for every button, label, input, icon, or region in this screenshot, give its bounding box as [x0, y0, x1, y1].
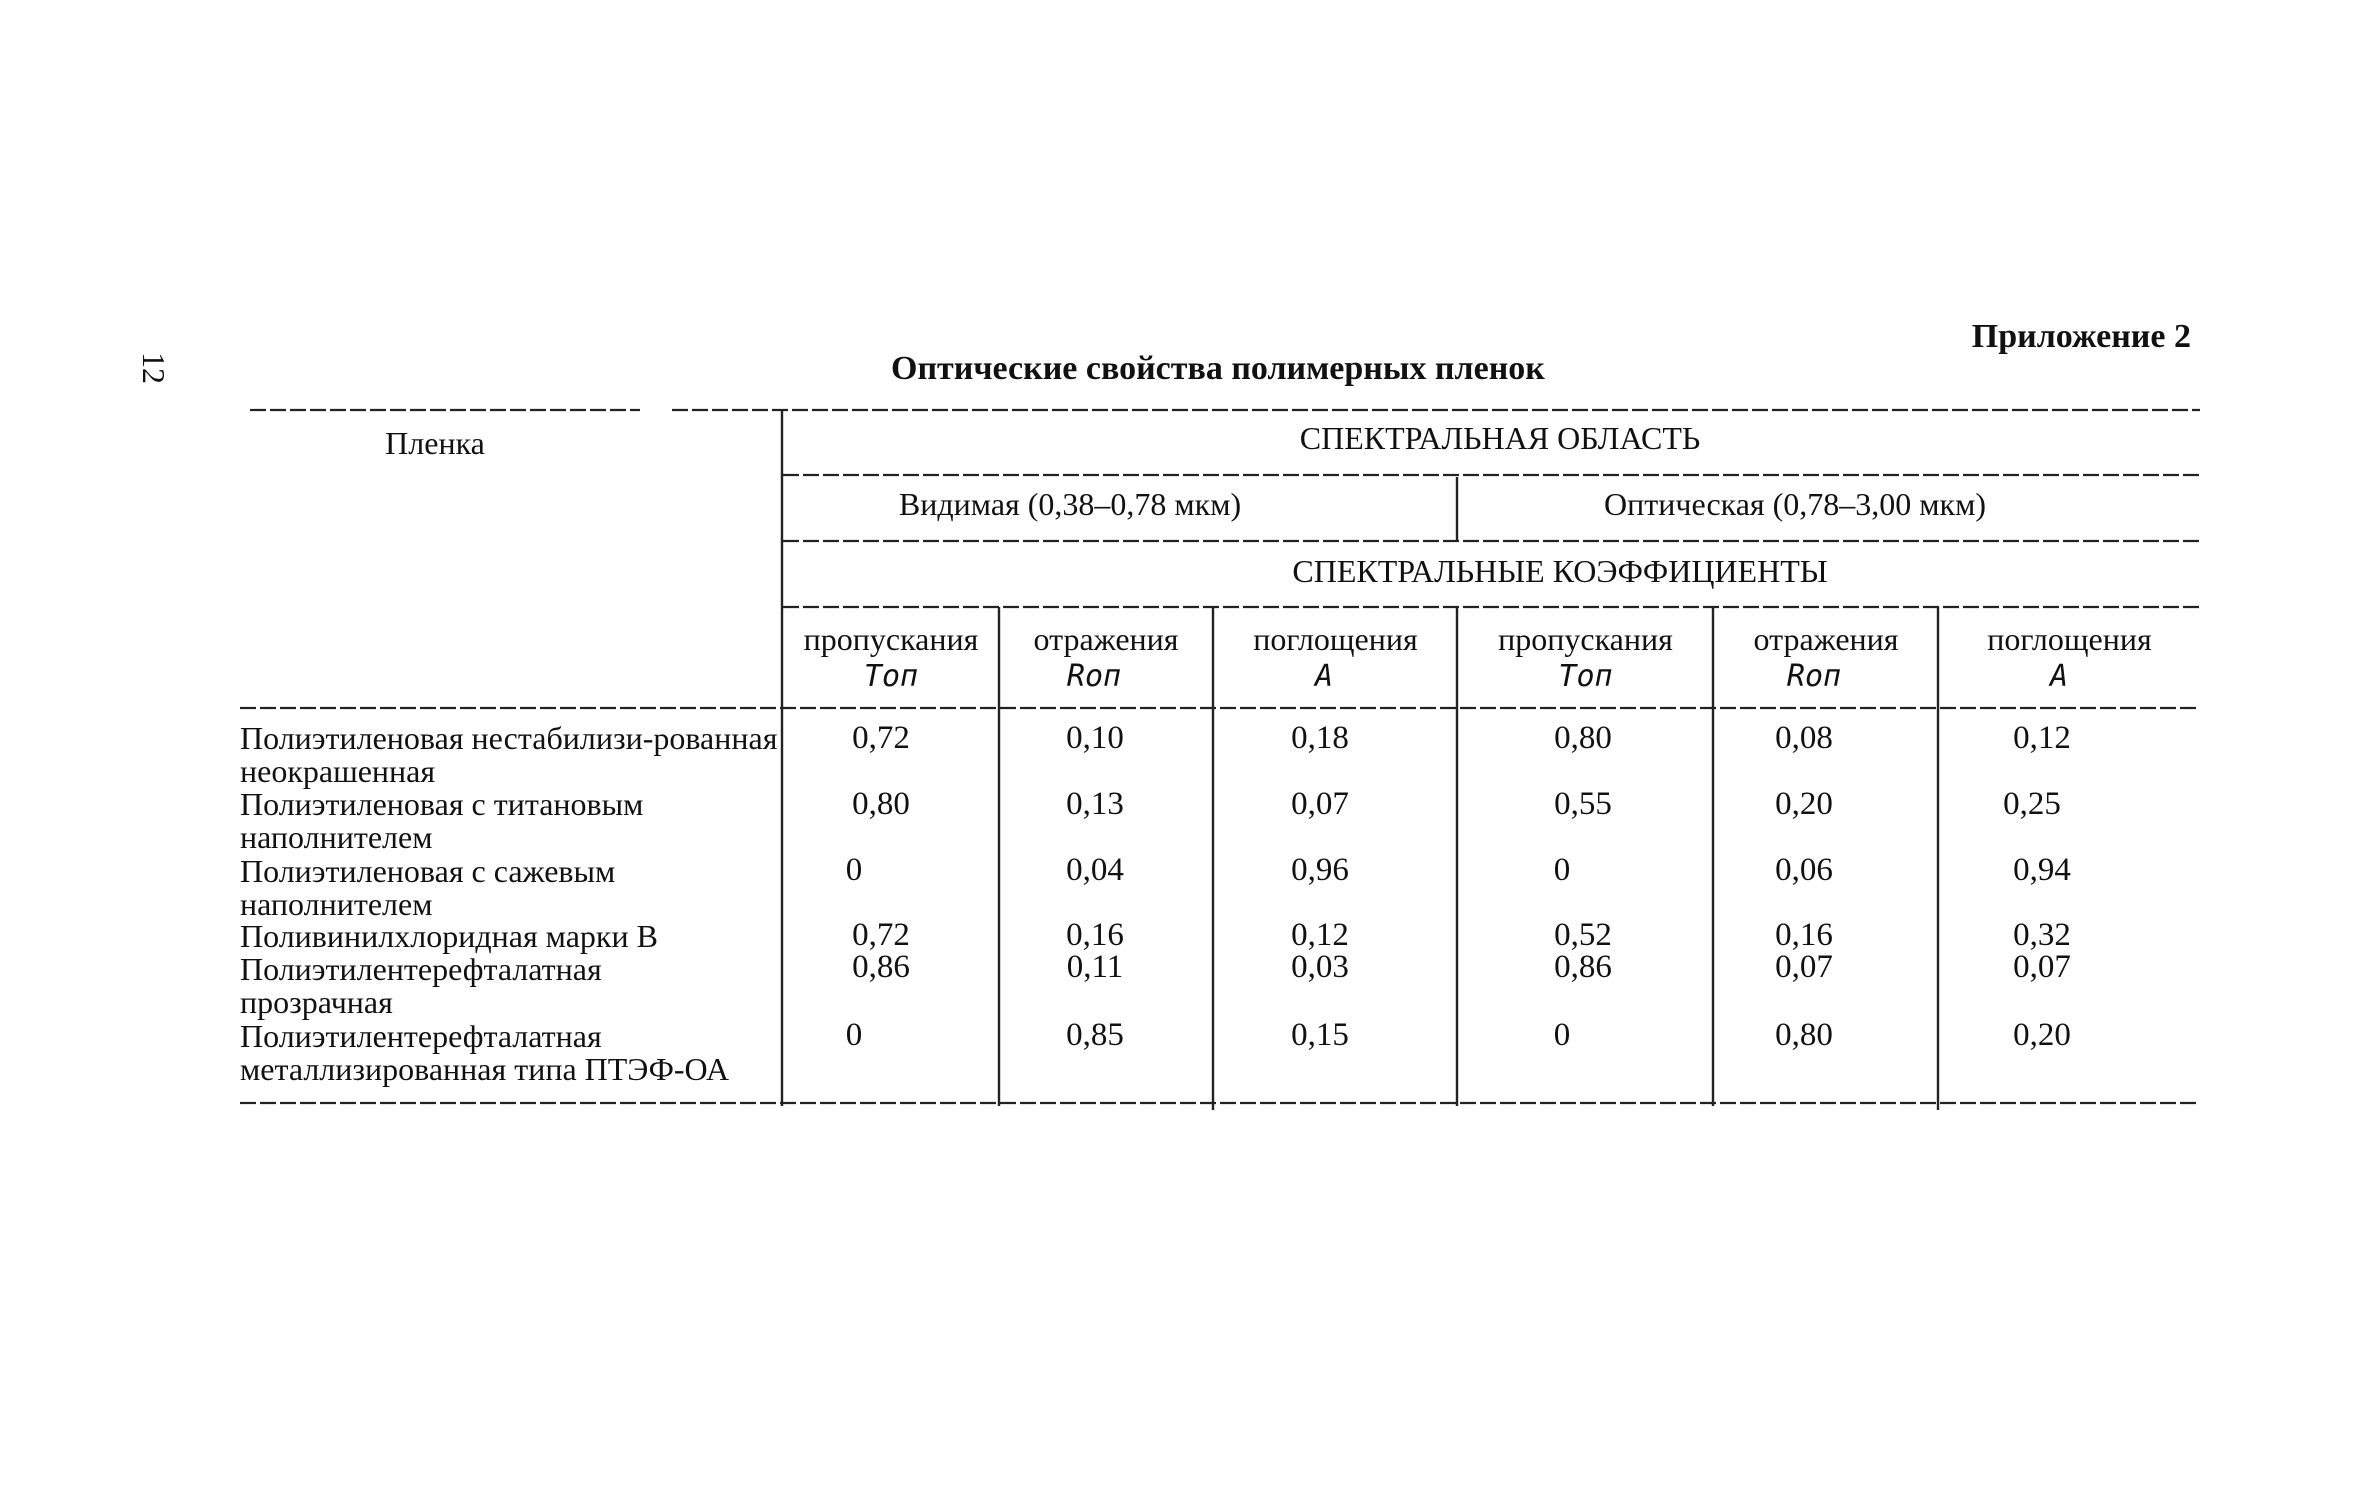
col-symbol-visible-reflection: Rоп — [1066, 659, 1122, 694]
table-cell: 0 — [845, 1017, 863, 1053]
table-cell: 0,25 — [2003, 786, 2061, 822]
col-symbol-visible-absorption: A — [1314, 659, 1334, 694]
film-name: Полиэтилентерефталатная металлизированная типа ПТЭФ-ОА — [240, 1018, 730, 1087]
table-cell: 0,16 — [1775, 917, 1833, 953]
table-cell: 0,10 — [1066, 720, 1124, 756]
spectral-region-header: СПЕКТРАЛЬНАЯ ОБЛАСТЬ — [1299, 420, 1701, 456]
table-cell: 0,55 — [1554, 786, 1612, 822]
col-symbol-visible-transmission: Топ — [863, 659, 919, 694]
col-symbol-optical-absorption: A — [2049, 659, 2069, 694]
film-name: Полиэтиленовая с сажевым наполнителем — [240, 853, 616, 922]
optical-region-label: Оптическая (0,78–3,00 мкм) — [1604, 486, 1986, 522]
table-cell: 0,06 — [1775, 852, 1833, 888]
table-cell: 0,94 — [2013, 852, 2071, 888]
page-number: 12 — [136, 352, 172, 384]
table-cell: 0,11 — [1066, 949, 1124, 985]
col-header-visible-reflection: отражения — [1033, 621, 1179, 657]
film-name: Полиэтиленовая нестабилизи-рованная неокрашенная — [240, 720, 778, 789]
table-cell: 0,07 — [1291, 786, 1349, 822]
table-cell: 0,03 — [1291, 949, 1349, 985]
coefficients-header: СПЕКТРАЛЬНЫЕ КОЭФФИЦИЕНТЫ — [1292, 553, 1828, 589]
table-cell: 0,86 — [852, 949, 910, 985]
table-cell: 0,52 — [1554, 917, 1612, 953]
col-header-optical-reflection: отражения — [1753, 621, 1899, 657]
table-cell: 0,72 — [852, 917, 910, 953]
table-cell: 0,85 — [1066, 1017, 1124, 1053]
table-cell: 0,08 — [1775, 720, 1833, 756]
table-cell: 0,12 — [2013, 720, 2071, 756]
col-symbol-optical-transmission: Топ — [1558, 659, 1613, 694]
table-cell: 0,80 — [852, 786, 910, 822]
visible-region-label: Видимая (0,38–0,78 мкм) — [898, 486, 1242, 522]
col-header-visible-absorption: поглощения — [1253, 621, 1418, 657]
table-cell: 0,32 — [2013, 917, 2071, 953]
table-cell: 0,20 — [2013, 1017, 2071, 1053]
film-name: Полиэтиленовая с титановым наполнителем — [240, 786, 644, 855]
table-cell: 0,12 — [1291, 917, 1349, 953]
appendix-label: Приложение 2 — [1971, 318, 2191, 355]
film-name: Поливинилхлоридная марки В — [240, 918, 658, 954]
table-cell: 0,96 — [1291, 852, 1349, 888]
table-cell: 0 — [1553, 852, 1571, 888]
table-cell: 0,20 — [1775, 786, 1833, 822]
film-column-header: Пленка — [385, 425, 485, 461]
table-title: Оптические свойства полимерных пленок — [891, 350, 1545, 387]
table-cell: 0 — [845, 852, 863, 888]
col-header-optical-transmission: пропускания — [1498, 621, 1673, 657]
table-cell: 0,80 — [1775, 1017, 1833, 1053]
col-header-visible-transmission: пропускания — [803, 621, 979, 657]
col-symbol-optical-reflection: Rоп — [1786, 659, 1842, 694]
table-cell: 0,13 — [1066, 786, 1124, 822]
table-cell: 0,07 — [2013, 949, 2071, 985]
col-header-optical-absorption: поглощения — [1987, 621, 2152, 657]
table-cell: 0,15 — [1291, 1017, 1349, 1053]
table-cell: 0,72 — [852, 720, 910, 756]
table-cell: 0,18 — [1291, 720, 1349, 756]
table-cell: 0,07 — [1775, 949, 1833, 985]
table-cell: 0,80 — [1554, 720, 1612, 756]
table-cell: 0,16 — [1066, 917, 1124, 953]
table-cell: 0 — [1553, 1017, 1571, 1053]
table-cell: 0,86 — [1554, 949, 1612, 985]
table-cell: 0,04 — [1066, 852, 1124, 888]
film-name: Полиэтилентерефталатная прозрачная — [240, 951, 602, 1020]
